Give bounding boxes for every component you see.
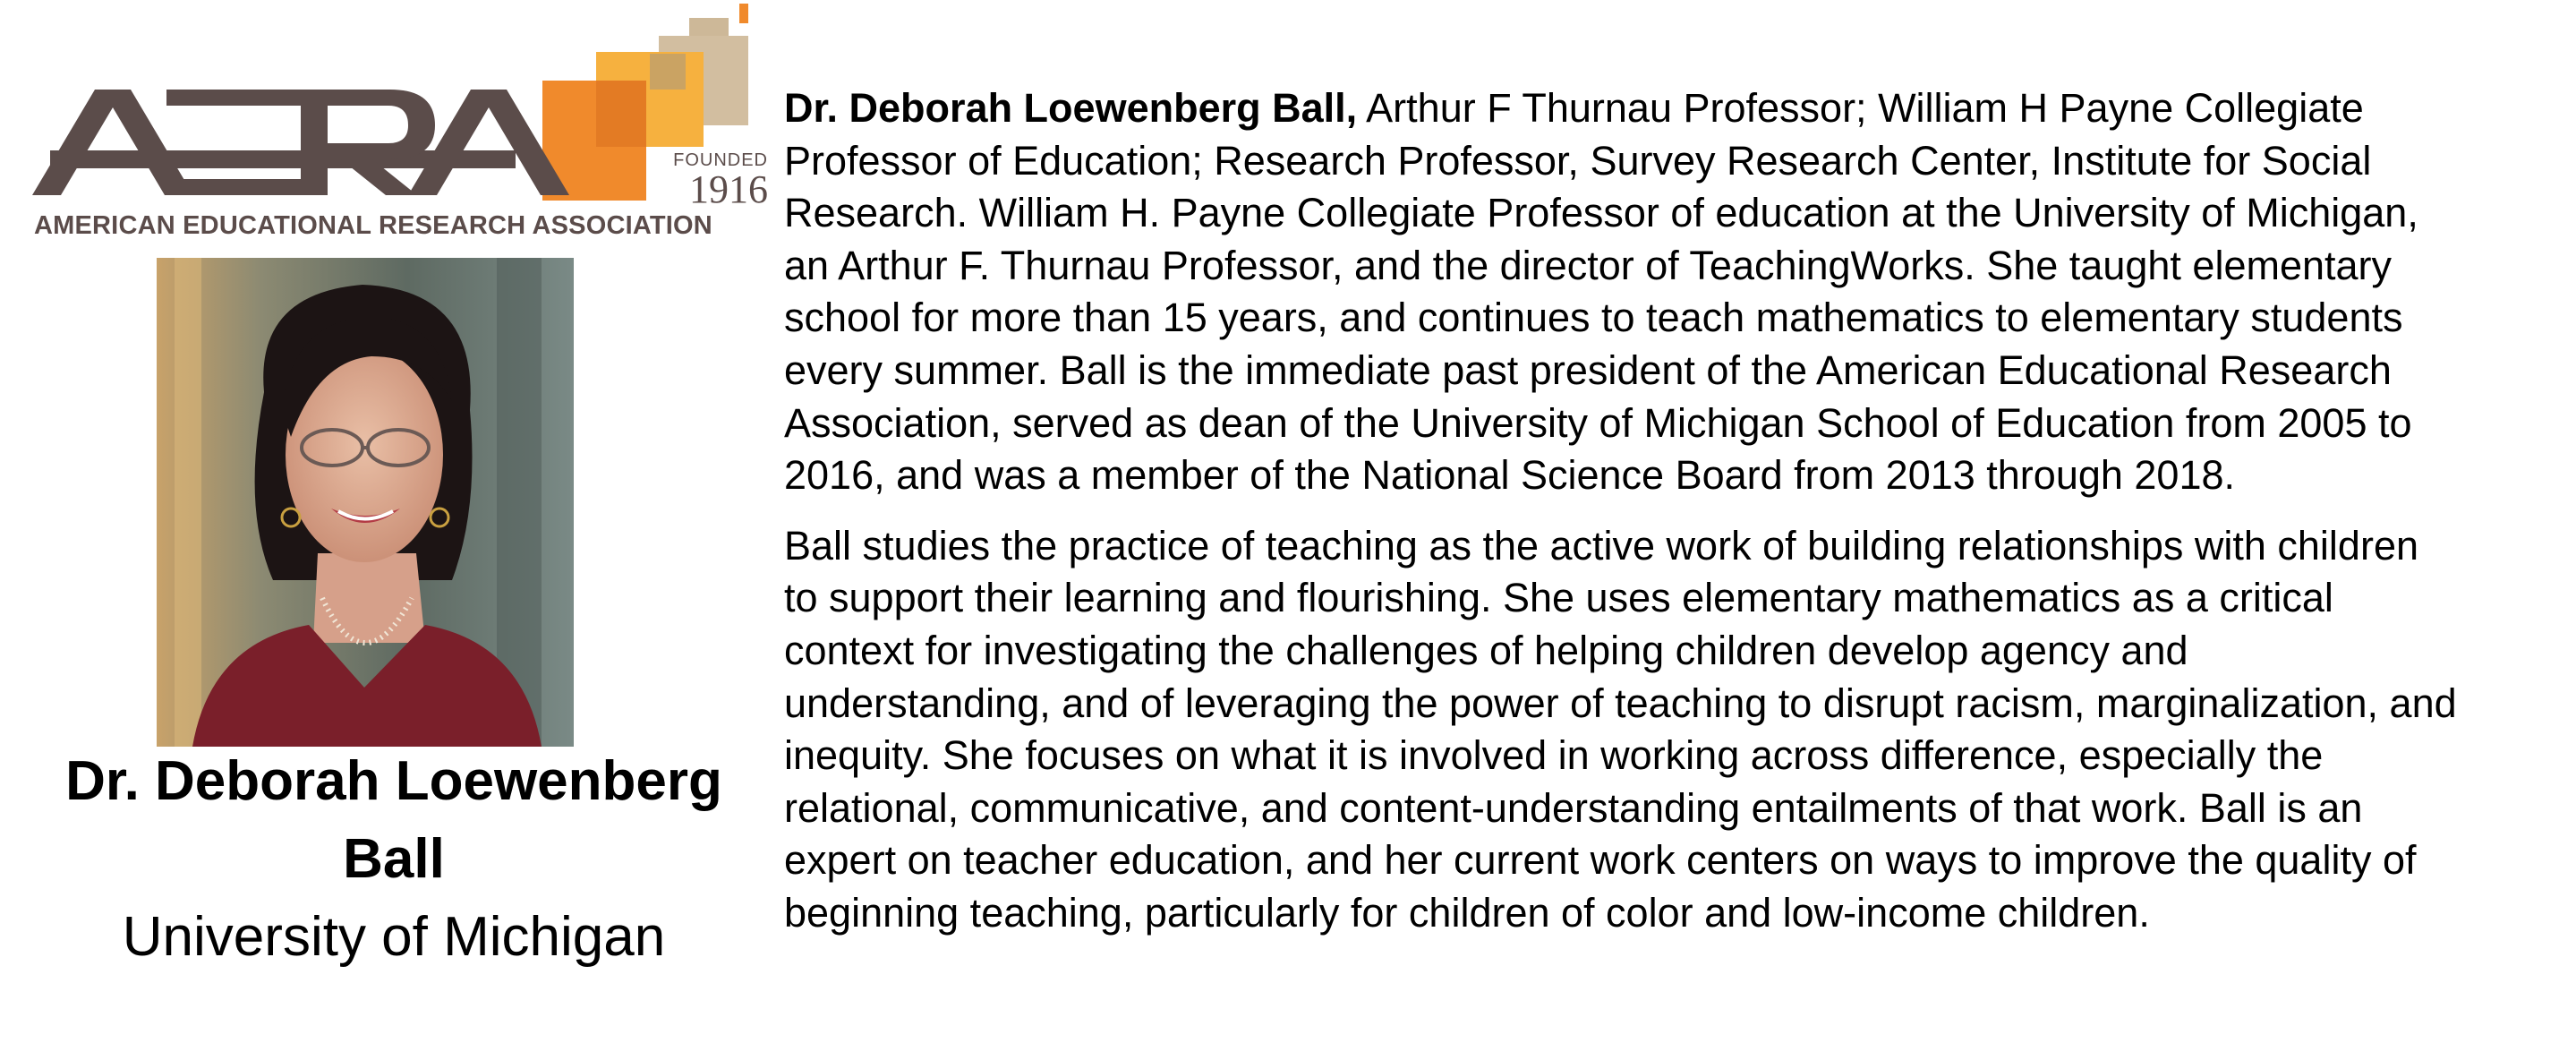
- speaker-affiliation: University of Michigan: [122, 905, 666, 968]
- speaker-name: Dr. Deborah Loewenberg Ball: [65, 750, 722, 890]
- bio-paragraph-1: [784, 82, 2458, 502]
- logo-square-small: [739, 4, 748, 23]
- bio-paragraph-1-text: Arthur F Thurnau Professor; William H Payne Collegiate Professor of Education; Research Professor, Survey Research Center, Institute for Social Research. William H. Payne Collegiate Professor of education at the University of Michigan, an Arthur F. Thurnau Professor, and the director of TeachingWorks. She taught elementary school for more than 15 years, and continues to teach mathematics to elementary students every summer. Ball is the immediate past president of the American Educational Research Association, served as dean of the University of Michigan School of Education from 2005 to 2016, and was a member of the National Science Board from 2013 through 2018.: [784, 85, 2418, 499]
- logo-founded-label: FOUNDED: [673, 150, 768, 170]
- bio-lead-name: Dr. Deborah Loewenberg Ball,: [784, 85, 1358, 131]
- bio-paragraph-2: Ball studies the practice of teaching as the active work of building relationships with children to support their learning and flourishing. She uses elementary mathematics as a critical context for investigating the challenges of helping children develop agency and understanding, and of leveraging the power of teaching to disrupt racism, marginalization, and inequity. She focuses on what it is involved in working across difference, especially the relational, communicative, and content-understanding entailments of that work. Ball is an expert on teacher education, and her current work centers on ways to improve the quality of beginning teaching, particularly for children of color and low-income children.: [784, 522, 2457, 936]
- speaker-bio: [784, 82, 2458, 940]
- logo-square-overlap: [596, 81, 646, 147]
- speaker-caption: [27, 743, 761, 976]
- aera-letters: [32, 90, 569, 195]
- portrait-photo: [157, 258, 574, 747]
- aera-logo: [32, 0, 768, 246]
- logo-founded-year: 1916: [689, 167, 768, 211]
- logo-association-name: AMERICAN EDUCATIONAL RESEARCH ASSOCIATION: [34, 211, 712, 240]
- logo-square-overlap-2: [650, 54, 686, 90]
- portrait-illustration: [157, 258, 574, 747]
